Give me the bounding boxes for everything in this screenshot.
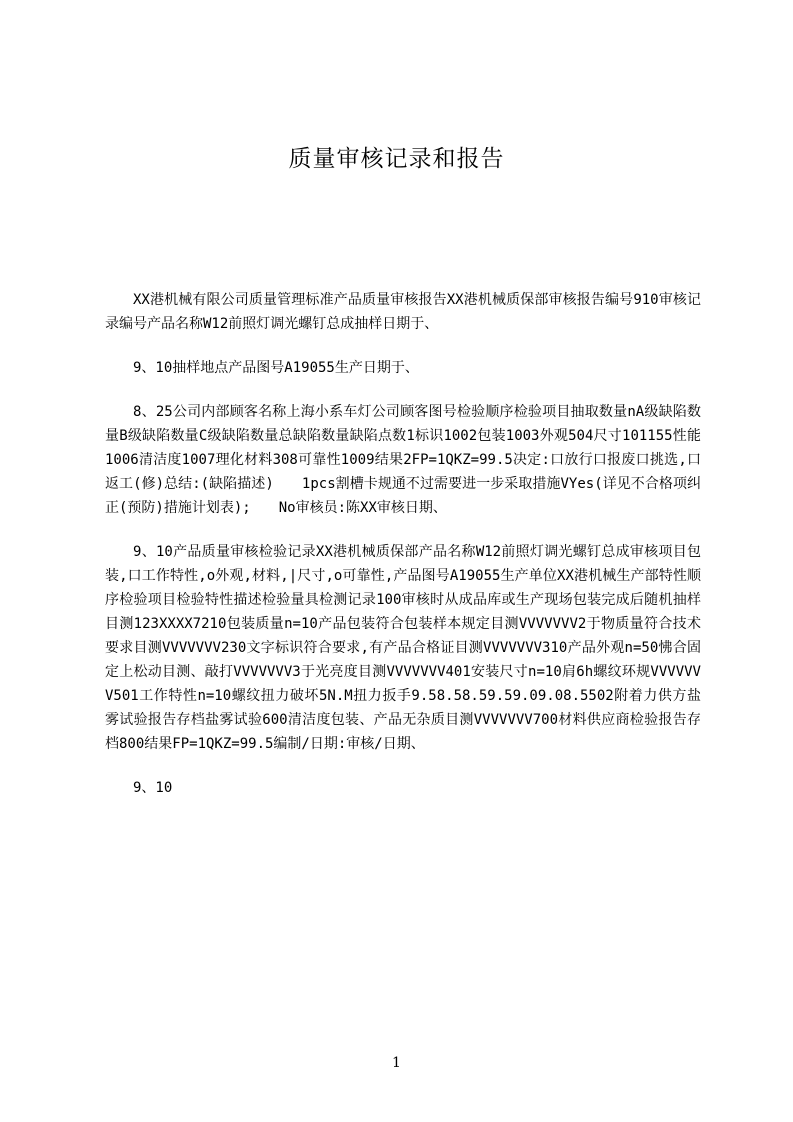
paragraph-closing-date: 9、10 bbox=[133, 780, 173, 796]
document-title: 质量审核记录和报告 bbox=[288, 146, 505, 172]
document-body bbox=[105, 288, 701, 800]
paragraph-sampling-location: 9、10抽样地点产品图号A19055生产日期于、 bbox=[133, 360, 419, 376]
paragraph-inspection-summary: 8、25公司内部顾客名称上海小系车灯公司顾客图号检验顺序检验项目抽取数量nA级缺陷数量B级缺陷数量C级缺陷数量总缺陷数量缺陷点数1标识1002包装1003外观504尺寸101155性能1006清洁度1007理化材料308可靠性1009结果2FP=1QKZ=99.5决定:口放行口报废口挑选,口返工(修)总结:(缺陷描述) 1pcs割槽卡规通不过需要进一步采取措施VYes(详见不合格项纠正(预防)措施计划表); No审核员:陈XX审核日期、 bbox=[105, 404, 701, 516]
paragraph-inspection-record: 9、10产品质量审核检验记录XX港机械质保部产品名称W12前照灯调光螺钉总成审核项目包装,口工作特性,o外观,材料,|尺寸,o可靠性,产品图号A19055生产单位XX港机械生产部特性顺序检验项目检验特性描述检验量具检测记录100审核时从成品库或生产现场包装完成后随机抽样目测123XXXX7210包装质量n=10产品包装符合包装样本规定目测VVVVVVV2于物质量符合技术要求目测VVVVVVV230文字标识符合要求,有产品合格证目测VVVVVVV310产品外观n=50怫合固定上松动目测、敲打VVVVVVV3于光亮度目测VVVVVVV401安装尺寸n=10肩6h螺纹环规VVVVVVV501工作特性n=10螺纹扭力破坏5N.M扭力扳手9.58.58.59.59.09.08.5502附着力供方盐雾试验报告存档盐雾试验600清洁度包装、产品无杂质目测VVVVVVV700材料供应商检验报告存档800结果FP=1QKZ=99.5编制/日期:审核/日期、 bbox=[105, 544, 701, 752]
page-number: 1 bbox=[392, 1055, 401, 1071]
paragraph-report-header: XX港机械有限公司质量管理标准产品质量审核报告XX港机械质保部审核报告编号910审核记录编号产品名称W12前照灯调光螺钉总成抽样日期于、 bbox=[105, 292, 701, 332]
